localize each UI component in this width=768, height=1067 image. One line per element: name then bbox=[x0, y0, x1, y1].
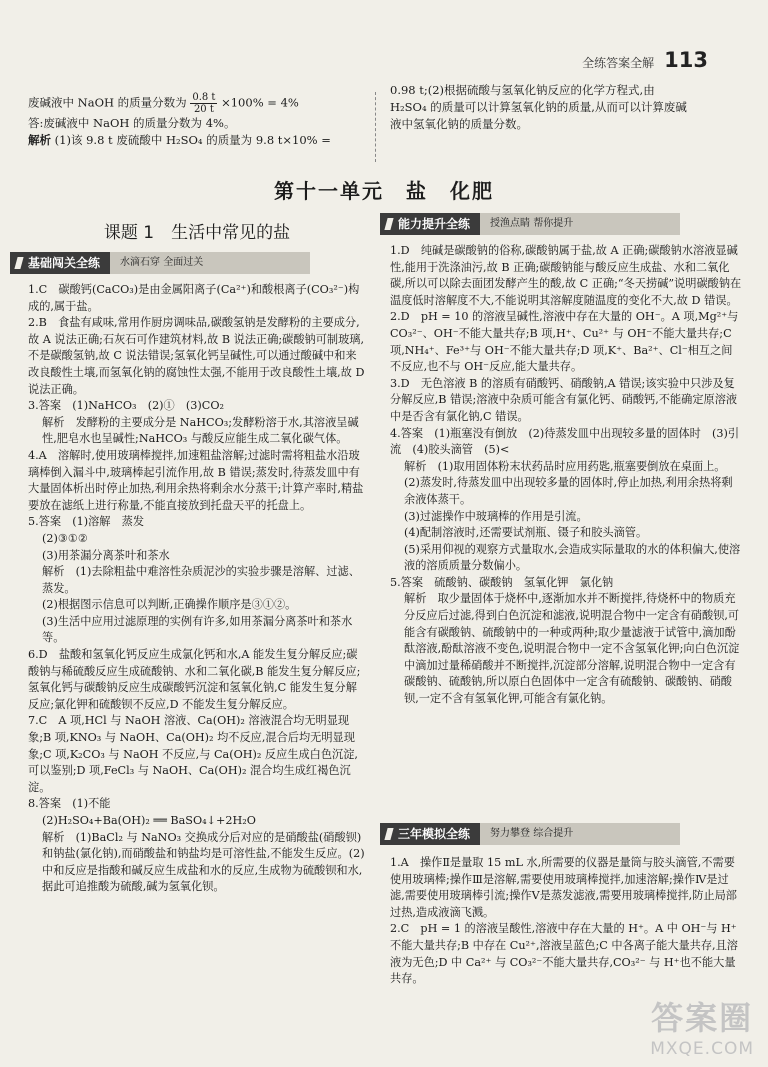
top-left-line1 bbox=[28, 92, 366, 115]
section-banner-ability bbox=[380, 213, 680, 235]
answer-item: (2)H₂SO₄+Ba(OH)₂ ══ BaSO₄↓+2H₂O bbox=[42, 814, 256, 827]
answer-item: 2.C pH = 1 的溶液呈酸性,溶液中存在大量的 H⁺。A 中 OH⁻与 H⁺不能大量共存;B 中存在 Cu²⁺,溶液呈蓝色;C 中各离子能大量共存,且溶液为无色;D 中 Ca²⁺ 与 CO₃²⁻不能大量共存,CO₃²⁻ 与 H⁺也不能大量共存。 bbox=[390, 922, 738, 986]
banner-subtitle: 努力攀登 综合提升 bbox=[480, 823, 680, 845]
ability-answers bbox=[390, 243, 742, 708]
mock-answers bbox=[390, 855, 742, 988]
answer-item: 1.C 碳酸钙(CaCO₃)是由金属阳离子(Ca²⁺)和酸根离子(CO₃²⁻)构成的,属于盐。 bbox=[28, 283, 360, 313]
answer-item: 8.答案 (1)不能 bbox=[28, 797, 111, 811]
watermark-logo bbox=[650, 993, 754, 1059]
answer-item: 6.D 盐酸和氢氧化钙反应生成氯化钙和水,A 能发生复分解反应;碳酸钠与稀硫酸反应生成硫酸钠、水和二氧化碳,B 能发生复分解反应;氢氧化钙与碳酸钠反应生成碳酸钙沉淀和氢氧化钠,C 能发生复分解反应;氯化钾和硫酸钡不反应,D 不能发生复分解反应。 bbox=[28, 648, 361, 711]
top-left-line2: 答:废碱液中 NaOH 的质量分数为 4%。 bbox=[28, 116, 236, 130]
answer-item: (5)采用仰视的观察方式量取水,会造成实际量取的水的体积偏大,使溶液的溶质质量分数偏小。 bbox=[404, 542, 741, 573]
section-banner-mock bbox=[380, 823, 680, 845]
answer-item: 3.答案 (1)NaHCO₃ (2)① (3)CO₂ bbox=[28, 399, 224, 413]
answer-item: 1.D 纯碱是碳酸钠的俗称,碳酸钠属于盐,故 A 正确;碳酸钠水溶液显碱性,能用于洗涤油污,故 B 正确;碳酸钠能与酸反应生成盐、水和二氧化碳,所以可以除去面团发酵产生的酸,故 C 正确;“冬天捞碱”说明碳酸钠在温度低时溶解度不大,不能说明其溶解度随温度的变化不大,故 D 错误。 bbox=[390, 244, 742, 307]
analysis-keyword: 解析 bbox=[28, 133, 51, 147]
answer-item: 4.A 溶解时,使用玻璃棒搅拌,加速粗盐溶解;过滤时需将粗盐水沿玻璃棒倒入漏斗中,玻璃棒起引流作用,故 B 错误;蒸发时,待蒸发皿中有大量固体析出时停止加热,利用余热将剩余水分蒸干;计算产率时,精盐要放在滤纸上进行称量,不能直接放到托盘天平的托盘上。 bbox=[28, 448, 364, 512]
answer-item: 5.答案 硫酸钠、碳酸钠 氢氧化钾 氯化钠 bbox=[390, 575, 614, 589]
watermark-line2: MXQE.COM bbox=[650, 1039, 754, 1059]
fraction-numerator: 0.8 t bbox=[192, 92, 216, 103]
page-number: 113 bbox=[664, 48, 708, 72]
page-header bbox=[582, 48, 708, 72]
answer-item: (3)生活中应用过滤原理的实例有许多,如用茶漏分离茶叶和茶水等。 bbox=[42, 614, 353, 645]
answer-item: 5.答案 (1)溶解 蒸发 bbox=[28, 515, 145, 529]
top-right-line: H₂SO₄ 的质量可以计算氢氧化钠的质量,从而可以计算废碱 bbox=[390, 100, 687, 114]
answer-item: 2.D pH = 10 的溶液呈碱性,溶液中存在大量的 OH⁻。A 项,Mg²⁺与 CO₃²⁻、OH⁻不能大量共存;B 项,H⁺、Cu²⁺ 与 OH⁻不能大量共存;C 项,NH₄⁺、Fe³⁺与 OH⁻不能大量共存;D 项,K⁺、Ba²⁺、Cl⁻相互之间不反应,也不与 OH⁻反应,能大量共存。 bbox=[390, 310, 739, 374]
answer-item: 1.A 操作Ⅱ是量取 15 mL 水,所需要的仪器是量筒与胶头滴管,不需要使用玻璃棒;操作Ⅲ是溶解,需要使用玻璃棒搅拌,加速溶解;操作Ⅳ是过滤,需要使用玻璃棒引流;操作Ⅴ是蒸发滤液,需要用玻璃棒搅拌,防止局部过热,造成液滴飞溅。 bbox=[390, 856, 737, 919]
line3-text: (1)该 9.8 t 废硫酸中 H₂SO₄ 的质量为 9.8 t×10% = bbox=[51, 133, 331, 147]
top-right-line: 液中氢氧化钠的质量分数。 bbox=[390, 117, 528, 131]
answer-item: 解析 取少量固体于烧杯中,逐渐加水并不断搅拌,待烧杯中的物质充分反应后过滤,得到白色沉淀和滤液,说明混合物中一定含有硝酸钡,可能含有碳酸钠、硫酸钠中的一种或两种;取少量滤液于试管中,滴加酚酞溶液,酚酞溶液不变色,说明混合物中一定不含氢氧化钾;向白色沉淀中滴加过量稀硝酸并不断搅拌,沉淀部分溶解,说明混合物中一定含有碳酸钠、硫酸钠,所以原白色固体中一定含有硫酸钠、碳酸钠、硝酸钡,一定不含有氢氧化钾,可能含有氯化钠。 bbox=[404, 592, 740, 706]
top-right-block bbox=[390, 82, 742, 133]
top-right-line: 0.98 t;(2)根据硫酸与氢氧化钠反应的化学方程式,由 bbox=[390, 83, 655, 97]
answer-item: (2)③①② bbox=[42, 531, 88, 545]
banner-subtitle: 授渔点睛 帮你提升 bbox=[480, 213, 680, 235]
line1-post: ×100% = 4% bbox=[221, 95, 299, 110]
answer-item: (3)过滤操作中玻璃棒的作用是引流。 bbox=[404, 509, 588, 523]
answer-item: 4.答案 (1)瓶塞没有倒放 (2)待蒸发皿中出现较多量的固体时 (3)引流 (4)胶头滴管 (5)< bbox=[390, 426, 740, 457]
column-divider bbox=[375, 92, 376, 162]
top-left-line3 bbox=[28, 132, 366, 149]
basic-answers bbox=[28, 282, 366, 896]
answer-item: (3)用茶漏分离茶叶和茶水 bbox=[42, 548, 170, 562]
lesson-title: 课题 1 生活中常见的盐 bbox=[103, 223, 291, 243]
banner-tag: 三年模拟全练 bbox=[380, 823, 480, 845]
banner-tag: 能力提升全练 bbox=[380, 213, 480, 235]
banner-subtitle: 水滴石穿 全面过关 bbox=[110, 252, 310, 274]
unit-title: 第十一单元 盐 化肥 bbox=[274, 179, 494, 203]
answer-item: 解析 (1)取用固体粉末状药品时应用药匙,瓶塞要倒放在桌面上。 bbox=[404, 459, 726, 473]
line1-pre: 废碱液中 NaOH 的质量分数为 bbox=[28, 95, 187, 110]
banner-tag: 基础闯关全练 bbox=[10, 252, 110, 274]
answer-item: 2.B 食盐有咸味,常用作厨房调味品,碳酸氢钠是发酵粉的主要成分,故 A 说法正确;石灰石可作建筑材料,故 B 说法正确;碳酸钠可制玻璃,不是碳酸氢钠,故 C 说法错误;氢氧化钙呈碱性,可以通过酸碱中和来改良酸性土壤,而氢氧化钠的腐蚀性太强,不能用于改良酸性土壤,故 D 说法正确。 bbox=[28, 316, 365, 396]
section-banner-basic bbox=[10, 252, 310, 274]
answer-item: 7.C A 项,HCl 与 NaOH 溶液、Ca(OH)₂ 溶液混合均无明显现象;B 项,KNO₃ 与 NaOH、Ca(OH)₂ 均不反应,混合后均无明显现象;C 项,K₂CO₃ 与 NaOH 不反应,与 Ca(OH)₂ 反应生成白色沉淀,可以鉴别;D 项,FeCl₃ 与 NaOH、Ca(OH)₂ 混合均生成红褐色沉淀。 bbox=[28, 714, 358, 794]
watermark-line1: 答案圈 bbox=[651, 999, 754, 1037]
header-brand: 全练答案全解 bbox=[582, 56, 655, 70]
fraction-denominator: 20 t bbox=[193, 104, 214, 115]
answer-item: (2)蒸发时,待蒸发皿中出现较多量的固体时,停止加热,利用余热将剩余液体蒸干。 bbox=[404, 476, 733, 506]
answer-item: (4)配制溶液时,还需要试剂瓶、镊子和胶头滴管。 bbox=[404, 526, 648, 540]
answer-item: 解析 (1)去除粗盐中难溶性杂质泥沙的实验步骤是溶解、过滤、蒸发。 bbox=[42, 565, 360, 595]
answer-item: 解析 (1)BaCl₂ 与 NaNO₃ 交换成分后对应的是硝酸盐(硝酸钡)和钠盐(氯化钠),而硝酸盐和钠盐均是可溶性盐,不能发生反应。(2)中和反应是指酸和碱反应生成盐和水的反应,生成物为硫酸钡和水,据此可追推酸为硫酸,碱为氢氧化钡。 bbox=[42, 830, 365, 894]
fraction bbox=[190, 92, 217, 115]
answer-item: 解析 发酵粉的主要成分是 NaHCO₃;发酵粉溶于水,其溶液呈碱性,肥皂水也呈碱性;NaHCO₃ 与酸反应能生成二氧化碳气体。 bbox=[42, 415, 359, 446]
answer-item: (2)根据图示信息可以判断,正确操作顺序是③①②。 bbox=[42, 598, 297, 612]
top-left-block bbox=[28, 92, 366, 149]
answer-item: 3.D 无色溶液 B 的溶质有硝酸钙、硝酸钠,A 错误;该实验中只涉及复分解反应,B 错误;溶液中杂质可能含有氯化钙、硝酸钙,不能确定原溶液中是否含有氯化钠,C 错误。 bbox=[390, 376, 738, 423]
